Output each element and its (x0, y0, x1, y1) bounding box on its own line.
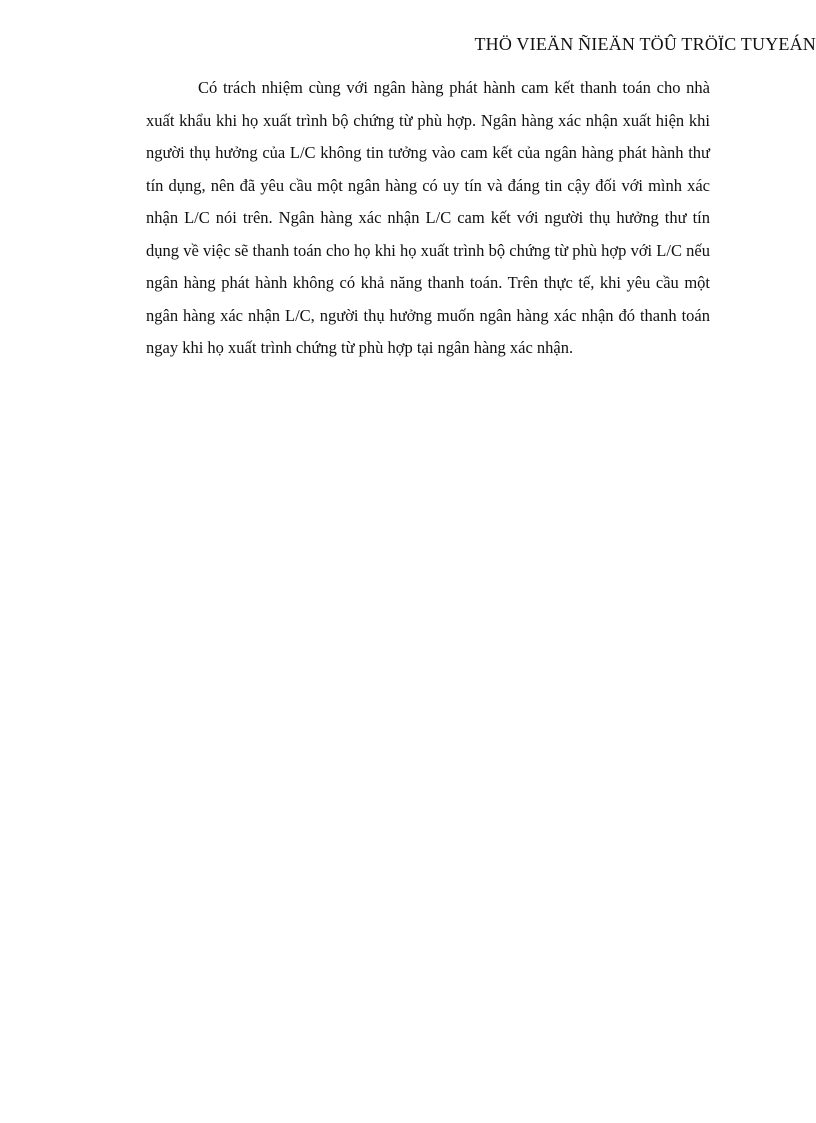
body-paragraph-text: Có trách nhiệm cùng với ngân hàng phát hành cam kết thanh toán cho nhà xuất khẩu khi họ xuất trình bộ chứng từ phù hợp. Ngân hàng xác nhận xuất hiện khi người thụ hưởng của L/C không tin tưởng vào cam kết của ngân hàng phát hành thư tín dụng, nên đã yêu cầu một ngân hàng có uy tín và đáng tin cậy đối với mình xác nhận L/C nói trên. Ngân hàng xác nhận L/C cam kết với người thụ hưởng thư tín dụng về việc sẽ thanh toán cho họ khi họ xuất trình bộ chứng từ phù hợp với L/C nếu ngân hàng phát hành không có khả năng thanh toán. Trên thực tế, khi yêu cầu một ngân hàng xác nhận L/C, người thụ hưởng muốn ngân hàng xác nhận đó thanh toán ngay khi họ xuất trình chứng từ phù hợp tại ngân hàng xác nhận. (146, 78, 710, 357)
page-header: THÖ VIEÄN ÑIEÄN TÖÛ TRÖÏC TUYEÁN (474, 34, 816, 54)
body-paragraph (146, 72, 710, 365)
